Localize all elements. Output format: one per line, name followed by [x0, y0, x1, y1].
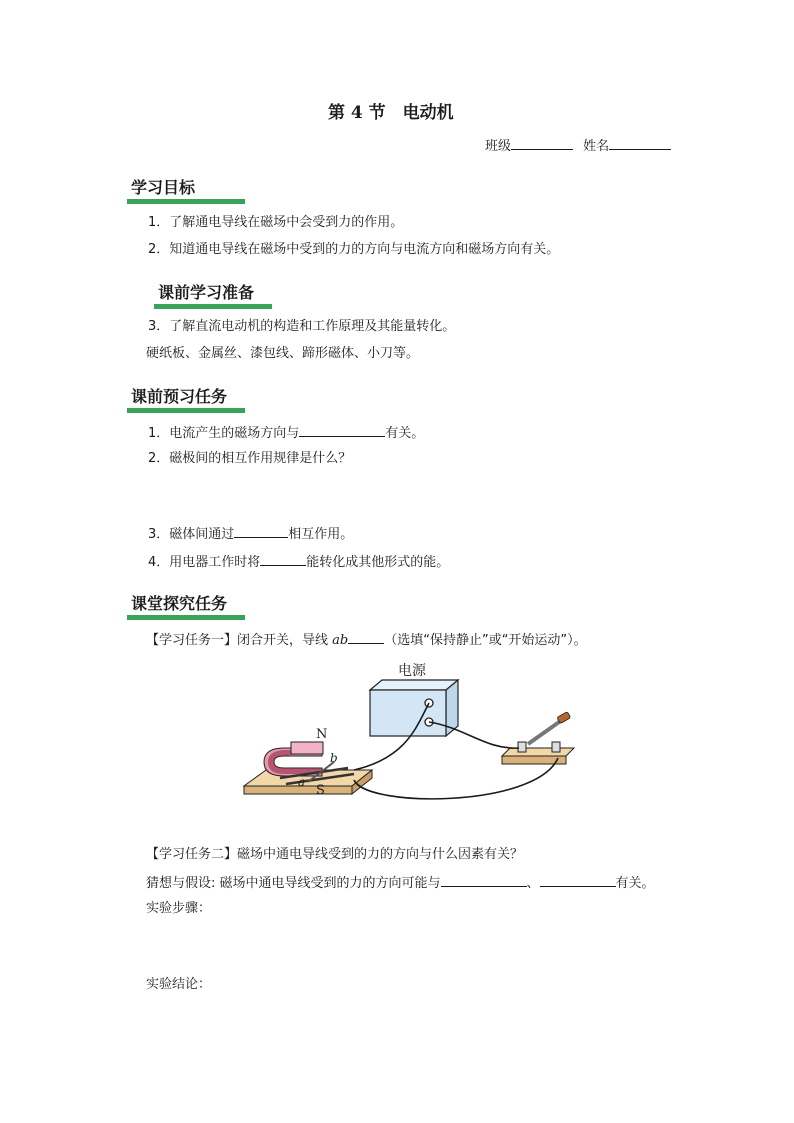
preview-question-2: 2．磁极间的相互作用规律是什么？	[148, 451, 352, 466]
section-preview-heading: 课前预习任务	[127, 387, 245, 413]
conductor-label-a: a	[298, 775, 306, 789]
class-label: 班级	[485, 139, 512, 154]
hypothesis-blank-1[interactable]	[441, 873, 527, 887]
name-blank[interactable]	[609, 136, 671, 150]
task-1-text: 【学习任务一】闭合开关，导线 ab （选填“保持静止”或“开始运动”）。	[146, 630, 587, 650]
power-supply-box	[370, 680, 458, 736]
section-objectives-heading: 学习目标	[127, 178, 245, 204]
q3-blank[interactable]	[234, 524, 288, 538]
horseshoe-magnet	[264, 742, 323, 776]
objective-item-1: 1．了解通电导线在磁场中会受到力的作用。	[148, 215, 404, 230]
class-name-row	[485, 136, 671, 156]
preparation-item-2: 硬纸板、金属丝、漆包线、蹄形磁体、小刀等。	[146, 346, 420, 361]
q4-blank[interactable]	[260, 552, 306, 566]
conductor-label-b: b	[330, 751, 338, 765]
task-2-text: 【学习任务二】磁场中通电导线受到的力的方向与什么因素有关？	[146, 847, 524, 862]
power-supply-label: 电源	[398, 663, 426, 679]
knife-switch	[502, 712, 574, 764]
motor-apparatus-figure	[236, 658, 586, 803]
section-inquiry-heading: 课堂探究任务	[127, 594, 245, 620]
south-pole-label: S	[316, 783, 325, 798]
hypothesis-line: 猜想与假设: 磁场中通电导线受到的力的方向可能与 、 有关。	[146, 873, 655, 893]
experiment-conclusion-label: 实验结论：	[146, 977, 212, 992]
objective-item-2: 2．知道通电导线在磁场中受到的力的方向与电流方向和磁场方向有关。	[148, 242, 560, 257]
name-label: 姓名	[583, 139, 610, 154]
task1-blank[interactable]	[348, 630, 384, 644]
preparation-item-1: 3．了解直流电动机的构造和工作原理及其能量转化。	[148, 319, 456, 334]
preview-question-3: 3．磁体间通过 相互作用。	[148, 524, 353, 544]
preview-question-4: 4．用电器工作时将 能转化成其他形式的能。	[148, 552, 449, 572]
hypothesis-blank-2[interactable]	[540, 873, 616, 887]
section-preparation-heading: 课前学习准备	[154, 283, 272, 309]
q1-blank[interactable]	[299, 423, 385, 437]
experiment-steps-label: 实验步骤：	[146, 901, 212, 916]
page-title: 第 4 节 电动机	[328, 103, 454, 123]
class-blank[interactable]	[511, 136, 573, 150]
preview-question-1: 1．电流产生的磁场方向与 有关。	[148, 423, 424, 443]
north-pole-label: N	[316, 727, 328, 742]
